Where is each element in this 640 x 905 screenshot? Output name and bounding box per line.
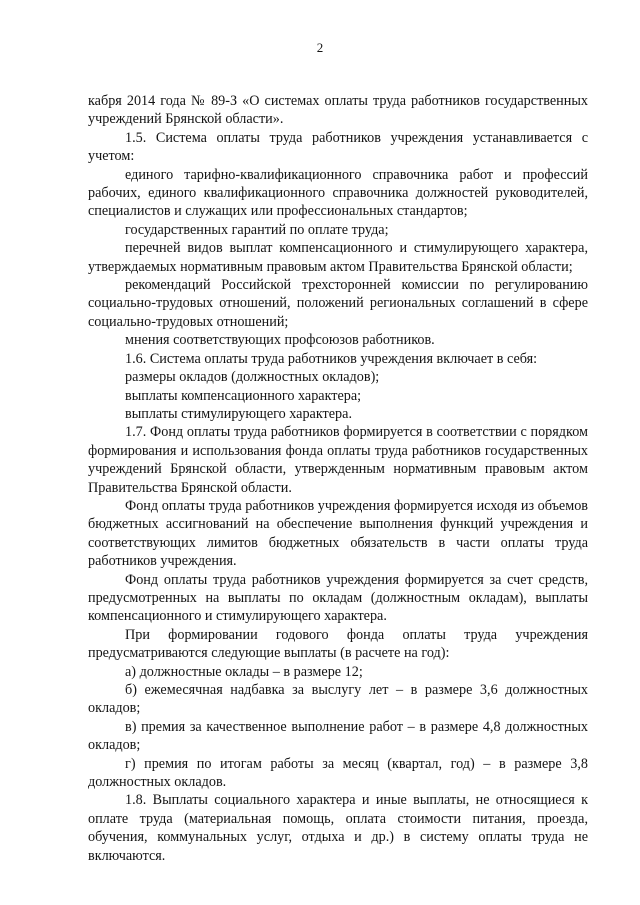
paragraph: кабря 2014 года № 89-З «О системах оплаты труда работников государственных учреждений Брянской области». <box>88 93 588 128</box>
paragraph: выплаты стимулирующего характера. <box>125 405 352 422</box>
page-number: 2 <box>316 40 324 55</box>
document-body <box>88 92 588 865</box>
paragraph: г) премия по итогам работы за месяц (квартал, год) – в размере 3,8 должностных окладов. <box>88 755 588 791</box>
paragraph: 1.7. Фонд оплаты труда работников формируется в соответствии с порядком формирования и использования фонда оплаты труда работников государственных учреждений Брянской области, утвержденным нормативным правовым актом Правительства Брянской области. <box>88 424 588 496</box>
paragraph: Фонд оплаты труда работников учреждения формируется за счет средств, предусмотренных на выплаты по окладам (должностным окладам), выплаты компенсационного и стимулирующего характера. <box>88 571 588 625</box>
paragraph: рекомендаций Российской трехсторонней комиссии по регулированию социально-трудовых отношений, положений региональных соглашений в сфере социально-трудовых отношений; <box>88 277 588 330</box>
paragraph: б) ежемесячная надбавка за выслугу лет – в размере 3,6 должностных окладов; <box>88 682 588 717</box>
paragraph: Фонд оплаты труда работников учреждения формируется исходя из объемов бюджетных ассигнований на обеспечение выполнения функций учреждения и соответствующих лимитов бюджетных обязательств в части оплаты труда работников учреждения. <box>88 497 588 570</box>
paragraph: государственных гарантий по оплате труда; <box>125 221 389 238</box>
paragraph: мнения соответствующих профсоюзов работников. <box>125 332 435 349</box>
paragraph: 1.6. Система оплаты труда работников учреждения включает в себя: <box>125 350 538 367</box>
paragraph: При формировании годового фонда оплаты труда учреждения предусматриваются следующие выплаты (в расчете на год): <box>88 626 588 662</box>
paragraph: единого тарифно-квалификационного справочника работ и профессий рабочих, единого квалификационного справочника должностей руководителей, специалистов и служащих или профессиональных стандартов; <box>88 166 588 220</box>
paragraph: перечней видов выплат компенсационного и стимулирующего характера, утверждаемых нормативным правовым актом Правительства Брянской области; <box>88 240 588 275</box>
paragraph: а) должностные оклады – в размере 12; <box>125 663 363 680</box>
paragraph: выплаты компенсационного характера; <box>125 387 362 404</box>
paragraph: в) премия за качественное выполнение работ – в размере 4,8 должностных окладов; <box>88 718 588 754</box>
paragraph: 1.8. Выплаты социального характера и иные выплаты, не относящиеся к оплате труда (материальная помощь, оплата стоимости питания, проезда, обучения, коммунальных услуг, отдыха и др.) в систему оплаты труда не включаются. <box>88 792 588 864</box>
paragraph: размеры окладов (должностных окладов); <box>125 369 380 386</box>
paragraph: 1.5. Система оплаты труда работников учреждения устанавливается с учетом: <box>88 129 588 165</box>
